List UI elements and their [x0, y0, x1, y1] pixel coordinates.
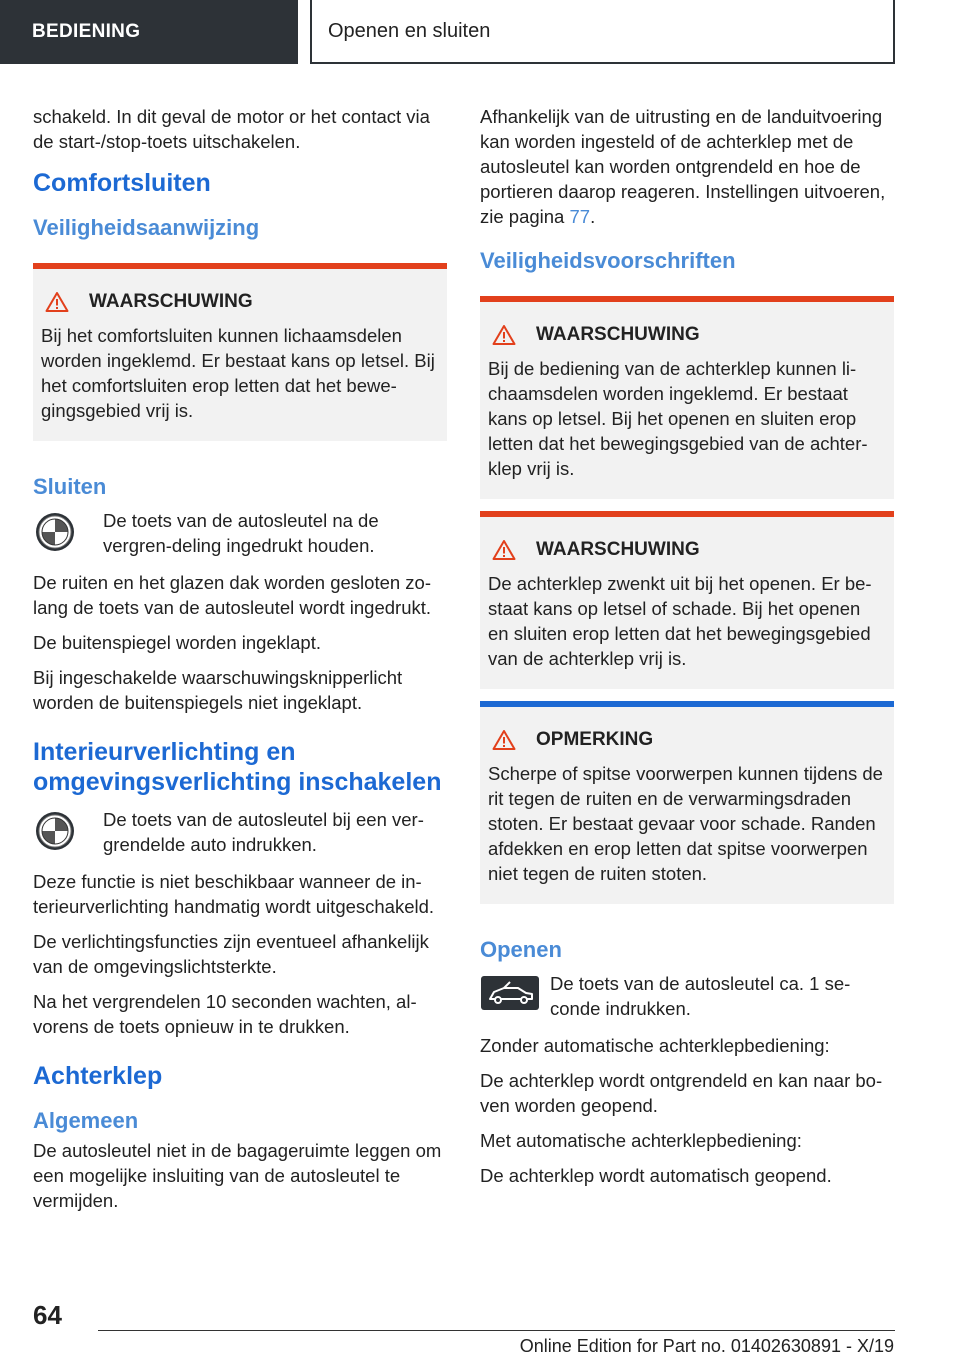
warning-label: WAARSCHUWING — [536, 539, 700, 560]
header-chapter-label: Openen en sluiten — [328, 19, 491, 42]
warning-label: WAARSCHUWING — [89, 291, 253, 312]
heading-sluiten: Sluiten — [33, 474, 107, 499]
openen-paragraph-3: Met automatische achterklepbediening: — [480, 1130, 802, 1151]
heading-algemeen: Algemeen — [33, 1108, 139, 1133]
sluiten-paragraph-2: De buitenspiegel worden ingeklapt. — [33, 632, 321, 653]
heading-openen: Openen — [480, 937, 562, 962]
header-section — [0, 0, 298, 64]
sluiten-paragraph-3: Bij ingeschakelde waarschuwingsknipperlicht worden de buitenspiegels niet ingeklapt. — [33, 667, 403, 713]
warning-triangle-icon — [492, 729, 516, 751]
key-instruction-text: De toets van de autosleutel na de vergren-deling ingedrukt houden. — [103, 510, 379, 556]
tailgate-key-icon — [480, 975, 540, 1011]
heading-comfortsluiten: Comfortsluiten — [33, 169, 211, 197]
openen-paragraph-4: De achterklep wordt automatisch geopend. — [480, 1165, 832, 1186]
interior-paragraph-2: De verlichtingsfuncties zijn eventueel afhankelijk van de omgevingslichtsterkte. — [33, 931, 429, 977]
heading-interieurverlichting: Interieurverlichting en omgevingsverlichting inschakelen — [33, 738, 442, 796]
key-instruction-lock — [33, 508, 447, 558]
footer-edition: Online Edition for Part no. 01402630891 - X/19 — [519, 1336, 894, 1356]
warning-box — [480, 296, 894, 499]
intro-paragraph-right — [480, 104, 894, 229]
heading-achterklep: Achterklep — [33, 1062, 163, 1090]
intro-paragraph: schakeld. In dit geval de motor or het contact via de start-/stop-toets uitschakelen. — [33, 106, 430, 152]
warning-box — [33, 263, 447, 441]
key-instruction-open — [480, 971, 894, 1021]
note-label: OPMERKING — [536, 729, 654, 750]
header-chapter — [310, 0, 895, 64]
warning-text: Bij de bediening van de achterklep kunnen li-chaamsdelen worden ingeklemd. Er bestaat kans op letsel. Bij het openen en sluiten erop letten dat het bewegingsgebied van de achter-klep vrij is. — [488, 358, 868, 479]
note-box — [480, 701, 894, 904]
footer-divider — [98, 1330, 895, 1331]
openen-paragraph-1: Zonder automatische achterklepbediening: — [480, 1035, 830, 1056]
intro-text: Afhankelijk van de uitrusting en de landuitvoering kan worden ingesteld of de achterklep met de autosleutel kan worden ontgrendeld en hoe de portieren daarop reageren. Instellingen uitvoeren, zie pagina — [480, 106, 886, 227]
warning-triangle-icon — [45, 291, 69, 313]
sluiten-paragraph-1: De ruiten en het glazen dak worden gesloten zo-lang de toets van de autosleutel wordt ingedrukt. — [33, 572, 432, 618]
key-instruction-text: De toets van de autosleutel ca. 1 se-conde indrukken. — [550, 973, 851, 1019]
heading-veiligheidsaanwijzing: Veiligheidsaanwijzing — [33, 215, 260, 240]
bmw-logo-icon — [35, 811, 75, 851]
note-text: Scherpe of spitse voorwerpen kunnen tijdens de rit tegen de ruiten en de verwarmingsdraden stoten. Er bestaat gevaar voor schade. Randen afdekken en erop letten dat spitse voorwerpen niet tegen de ruiten stoten. — [488, 763, 883, 884]
algemeen-paragraph: De autosleutel niet in de bagageruimte leggen om een mogelijke insluiting van de autosleutel te vermijden. — [33, 1140, 442, 1211]
intro-end: . — [590, 206, 596, 227]
header-section-label: BEDIENING — [32, 21, 141, 42]
interior-paragraph-3: Na het vergrendelen 10 seconden wachten, al-vorens de toets opnieuw in te drukken. — [33, 991, 417, 1037]
warning-triangle-icon — [492, 324, 516, 346]
warning-text: Bij het comfortsluiten kunnen lichaamsdelen worden ingeklemd. Er bestaat kans op letsel. Bij het comfortsluiten erop letten dat het bewe-gingsgebied vrij is. — [41, 325, 435, 421]
key-instruction-text: De toets van de autosleutel bij een ver-grendelde auto indrukken. — [103, 809, 424, 855]
warning-triangle-icon — [492, 539, 516, 561]
page-number: 64 — [33, 1300, 62, 1330]
warning-text: De achterklep zwenkt uit bij het openen. Er be-staat kans op letsel of schade. Bij het openen en sluiten erop letten dat het bewegingsgebied van de achterklep vrij is. — [488, 573, 872, 669]
interior-paragraph-1: Deze functie is niet beschikbaar wanneer de in-terieurverlichting handmatig wordt uitgeschakeld. — [33, 871, 435, 917]
key-instruction-interior — [33, 807, 447, 857]
left-column — [33, 104, 447, 1223]
warning-box — [480, 511, 894, 689]
right-column — [480, 104, 894, 1198]
page-reference-link[interactable]: 77 — [569, 206, 591, 227]
heading-veiligheidsvoorschriften: Veiligheidsvoorschriften — [480, 248, 736, 273]
warning-label: WAARSCHUWING — [536, 324, 700, 345]
bmw-logo-icon — [35, 512, 75, 552]
openen-paragraph-2: De achterklep wordt ontgrendeld en kan naar bo-ven worden geopend. — [480, 1070, 883, 1116]
